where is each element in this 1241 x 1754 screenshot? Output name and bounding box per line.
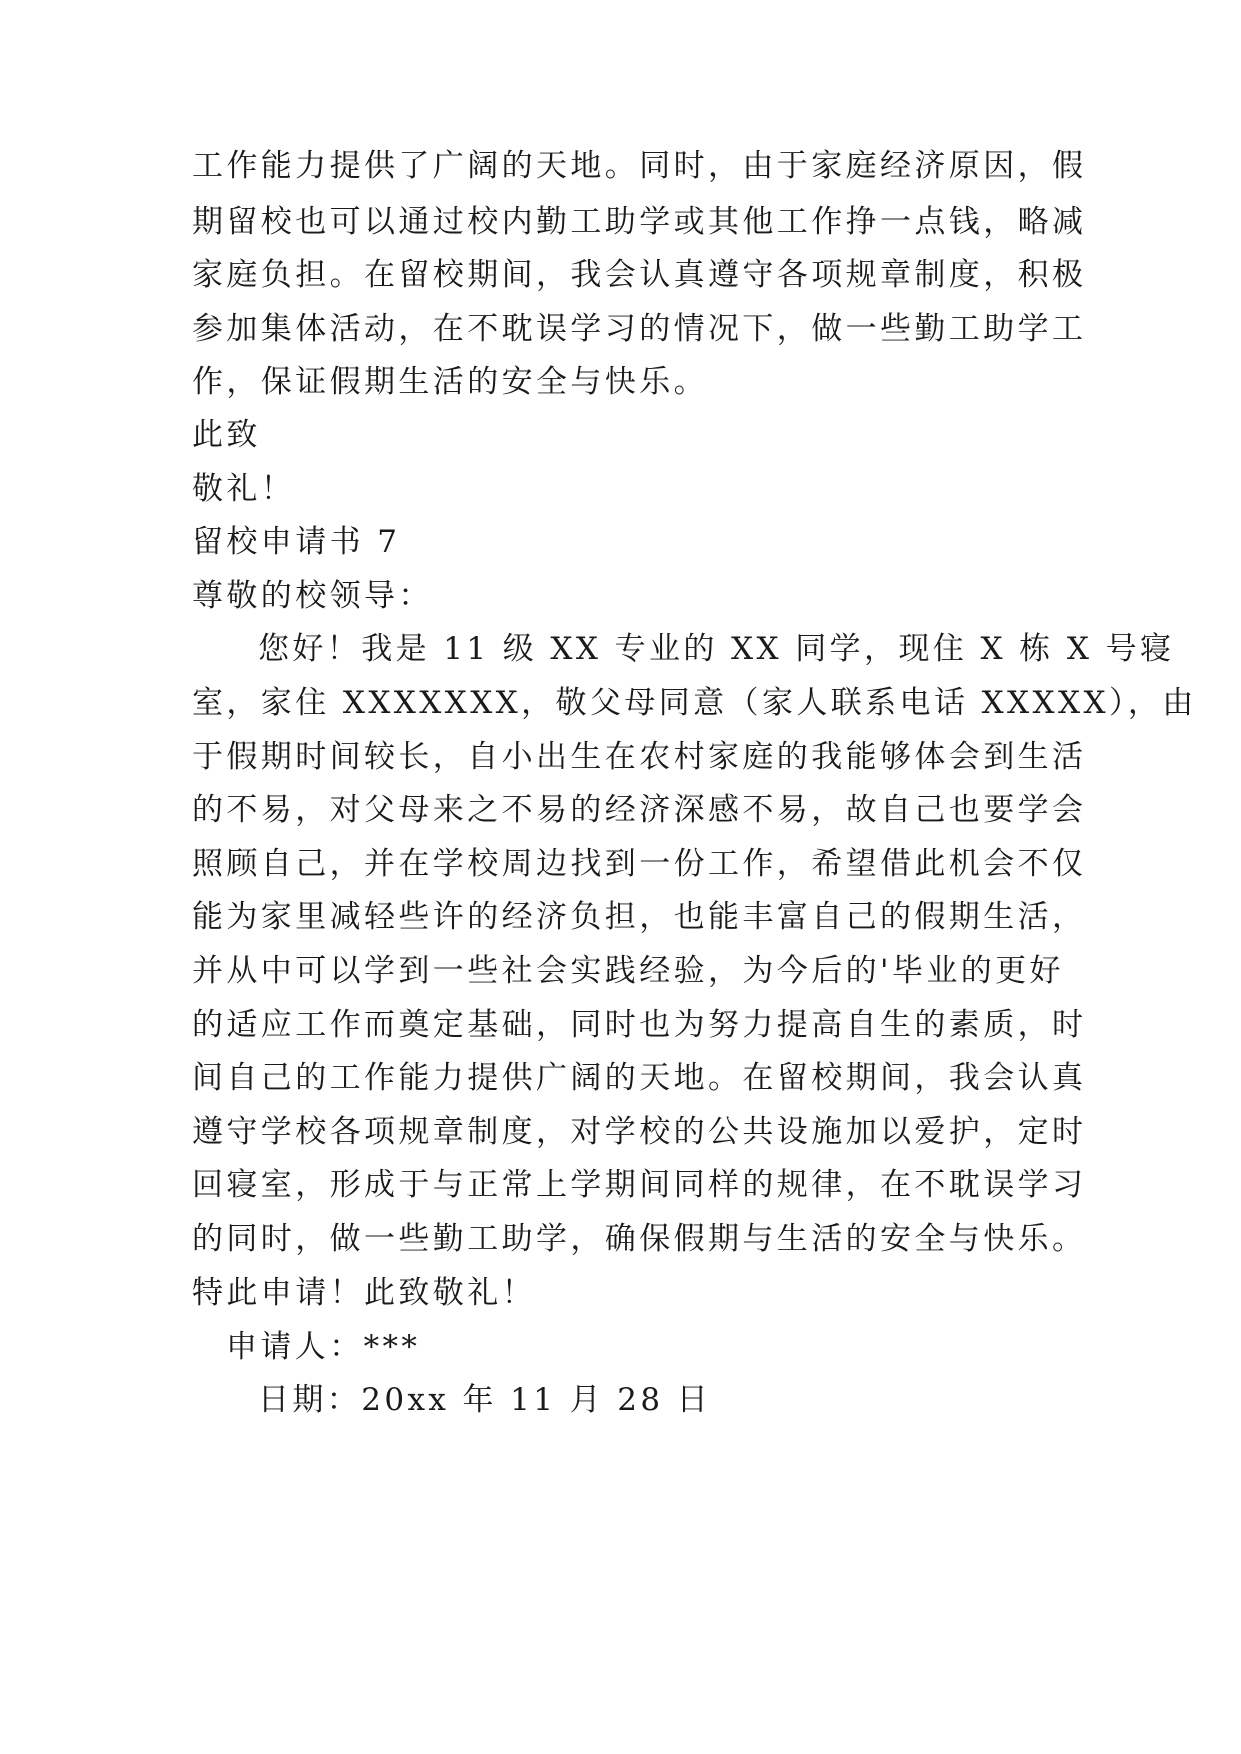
paragraph-line: 家庭负担。在留校期间，我会认真遵守各项规章制度，积极 [192,257,1087,293]
closing-line: 敬礼！ [192,471,296,507]
paragraph-line: 的适应工作而奠定基础，同时也为努力提高自生的素质，时 [192,1007,1087,1043]
paragraph-line: 期留校也可以通过校内勤工助学或其他工作挣一点钱，略减 [192,204,1087,240]
paragraph-line: 照顾自己，并在学校周边找到一份工作，希望借此机会不仅 [192,846,1087,882]
paragraph-line: 特此申请！此致敬礼！ [192,1275,536,1311]
salutation: 尊敬的校领导： [192,578,433,614]
paragraph-line: 回寝室，形成于与正常上学期间同样的规律，在不耽误学习 [192,1167,1087,1203]
paragraph-line: 作，保证假期生活的安全与快乐。 [192,364,708,400]
date-line: 日期：20xx 年 11 月 28 日 [258,1382,712,1418]
paragraph-line: 于假期时间较长，自小出生在农村家庭的我能够体会到生活 [192,739,1087,775]
paragraph-line: 的同时，做一些勤工助学，确保假期与生活的安全与快乐。 [192,1221,1087,1257]
paragraph-line: 遵守学校各项规章制度，对学校的公共设施加以爱护，定时 [192,1114,1087,1150]
paragraph-line: 能为家里减轻些许的经济负担，也能丰富自己的假期生活， [192,899,1087,935]
paragraph-line: 的不易，对父母来之不易的经济深感不易，故自己也要学会 [192,792,1087,828]
paragraph-line: 并从中可以学到一些社会实践经验，为今后的'毕业的更好 [192,953,1064,989]
paragraph-line: 间自己的工作能力提供广阔的天地。在留校期间，我会认真 [192,1060,1087,1096]
paragraph-line: 室，家住 XXXXXXX，敬父母同意（家人联系电话 XXXXX），由 [192,685,1197,721]
applicant-line: 申请人：*** [226,1329,421,1365]
closing-line: 此致 [192,417,261,453]
paragraph-line: 您好！我是 11 级 XX 专业的 XX 同学，现住 X 栋 X 号寝 [258,631,1175,667]
paragraph-line: 工作能力提供了广阔的天地。同时，由于家庭经济原因，假 [192,148,1087,184]
section-title: 留校申请书 7 [192,524,401,560]
paragraph-line: 参加集体活动，在不耽误学习的情况下，做一些勤工助学工 [192,311,1087,347]
